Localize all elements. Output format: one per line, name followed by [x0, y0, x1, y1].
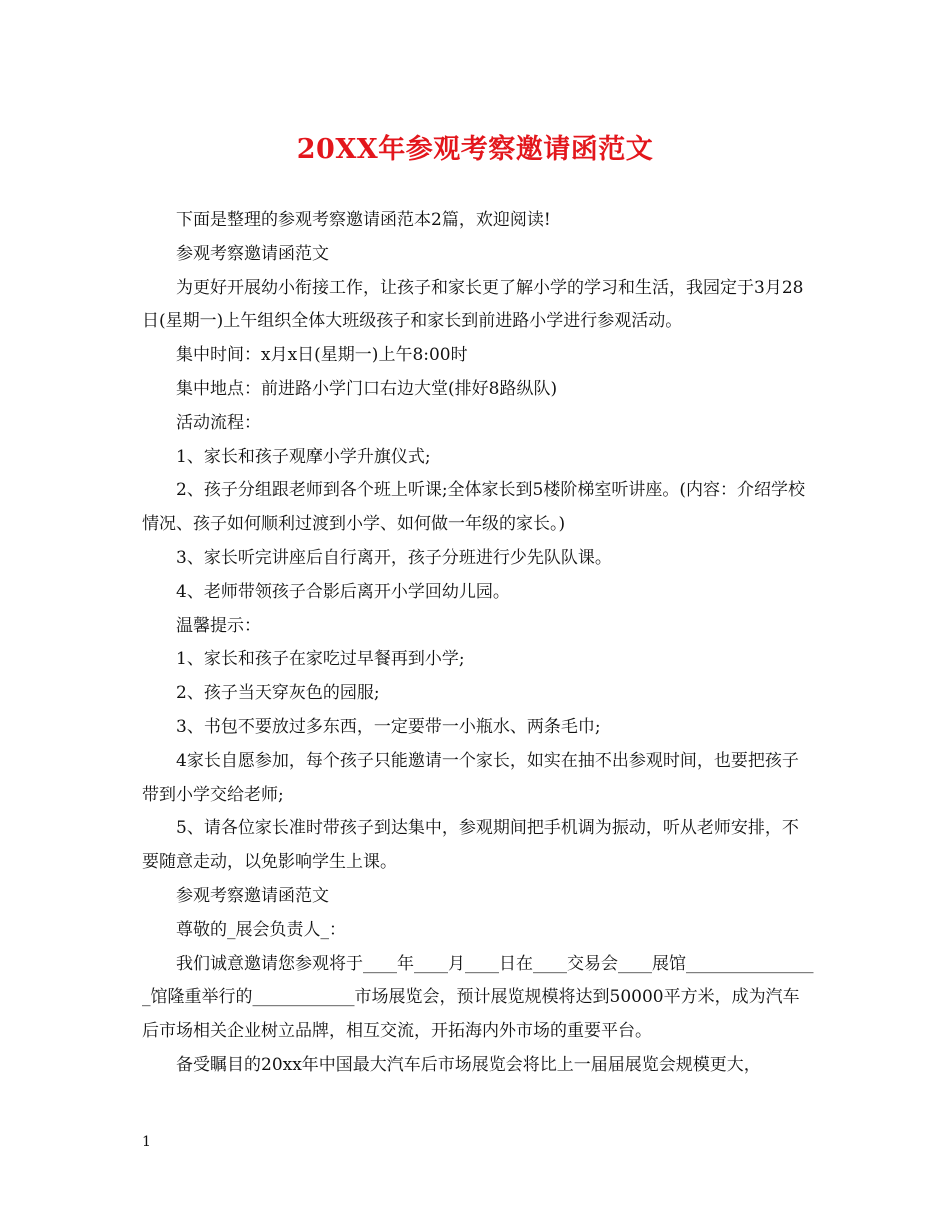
list-item: 2、孩子分组跟老师到各个班上听课;全体家长到5楼阶梯室听讲座。(内容：介绍学校情况、孩子如何顺利过渡到小学、如何做一年级的家长。) — [142, 480, 805, 535]
list-item: 1、家长和孩子在家吃过早餐再到小学; — [176, 649, 465, 670]
list-item: 3、家长听完讲座后自行离开，孩子分班进行少先队队课。 — [176, 547, 612, 568]
list-item: 2、孩子当天穿灰色的园服; — [176, 683, 380, 704]
paragraph: 备受瞩目的20xx年中国最大汽车后市场展览会将比上一届届展览会规模更大， — [176, 1054, 761, 1075]
paragraph: 下面是整理的参观考察邀请函范本2篇，欢迎阅读! — [176, 210, 551, 230]
paragraph: 活动流程： — [176, 412, 261, 433]
page-number: 1 — [142, 1134, 151, 1150]
list-item: 4、老师带领孩子合影后离开小学回幼儿园。 — [176, 581, 510, 602]
section-heading: 参观考察邀请函范文 — [176, 885, 329, 906]
section-heading: 参观考察邀请函范文 — [176, 243, 329, 264]
paragraph: 集中时间：x月x日(星期一)上午8:00时 — [176, 345, 468, 366]
paragraph: 集中地点：前进路小学门口右边大堂(排好8路纵队) — [176, 378, 558, 399]
paragraph: 为更好开展幼小衔接工作，让孩子和家长更了解小学的学习和生活，我园定于3月28日(星期一)上午组织全体大班级孩子和家长到前进路小学进行参观活动。 — [142, 277, 804, 332]
salutation: 尊敬的_展会负责人_： — [176, 919, 346, 940]
list-item: 4家长自愿参加，每个孩子只能邀请一个家长，如实在抽不出参观时间，也要把孩子带到小学交给老师; — [142, 750, 799, 805]
list-item: 5、请各位家长准时带孩子到达集中，参观期间把手机调为振动，听从老师安排，不要随意走动，以免影响学生上课。 — [142, 818, 799, 873]
document-body — [142, 204, 814, 1083]
list-item: 3、书包不要放过多东西，一定要带一小瓶水、两条毛巾; — [176, 716, 601, 737]
paragraph: 我们诚意邀请您参观将于____年____月____日在____交易会____展馆________________馆隆重举行的____________市场展览会，预计展览规模将达到50000平方米，成为汽车后市场相关企业树立品牌，相互交流，开拓海内外市场的重要平台。 — [142, 953, 814, 1042]
paragraph: 温馨提示： — [176, 615, 261, 636]
list-item: 1、家长和孩子观摩小学升旗仪式; — [176, 446, 431, 467]
document-title: 20XX年参观考察邀请函范文 — [296, 134, 654, 165]
